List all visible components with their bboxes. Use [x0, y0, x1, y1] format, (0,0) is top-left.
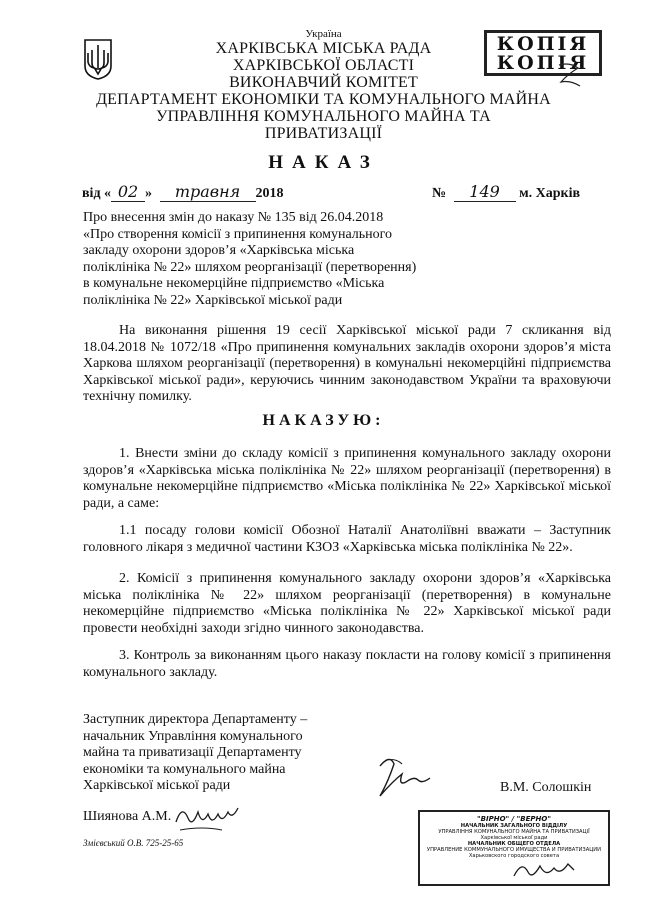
date-quote-close: »: [145, 186, 153, 201]
order-item-1-1: 1.1 посаду голови комісії Обозної Наталії Анатоліївні вважати – Заступник головного лікаря з медичної частини КЗОЗ «Харківська міська поліклініка № 22».: [83, 523, 611, 555]
signatory-position-line-1: Заступник директора Департаменту –: [83, 712, 308, 727]
preamble-paragraph: На виконання рішення 19 сесії Харківської міської ради 7 скликання від 18.04.2018 № 1072/18 «Про припинення комунальних закладів охорони здоров’я міста Харкова шляхом реорганізації (перетворення) в комунальні некомерційні підприємства Харківської міської ради», керуючись чинним законодавством України та враховуючи технічну помилку.: [83, 323, 611, 404]
country-label: Україна: [305, 28, 342, 40]
subject-line-6: поліклініка № 22» Харківської міської ради: [83, 292, 343, 308]
date-month: травня: [160, 182, 256, 202]
subject-line-3: закладу охорони здоров’я «Харківська міська: [83, 243, 355, 258]
stamp-line-2: НАЧАЛЬНИК ЗАГАЛЬНОГО ВІДДІЛУ: [460, 823, 568, 829]
stamp-line-3: УПРАВЛІННЯ КОМУНАЛЬНОГО МАЙНА ТА ПРИВАТИЗАЦІЇ: [438, 829, 590, 835]
date-day: 02: [111, 182, 145, 202]
letterhead-line-2: ХАРКІВСЬКОЇ ОБЛАСТІ: [232, 57, 415, 74]
signatory-position-line-4: економіки та комунального майна: [83, 761, 286, 777]
letterhead-line-6: ПРИВАТИЗАЦІЇ: [264, 125, 383, 142]
subject-line-4: поліклініка № 22» шляхом реорганізації (перетворення): [83, 259, 417, 275]
date-prefix: від «: [82, 186, 112, 201]
stamp-line-1: "ВІРНО" / "ВЕРНО": [477, 815, 551, 823]
director-signature: [372, 752, 438, 804]
order-subject: [83, 210, 463, 309]
order-heading: НАКАЗУЮ:: [262, 412, 385, 429]
order-item-3: 3. Контроль за виконанням цього наказу покласти на голову комісії з припинення комунального закладу.: [83, 648, 611, 680]
stamp-signature: [510, 856, 580, 886]
executor-info: Змієвський О.В. 725-25-65: [83, 838, 184, 848]
signatory-position: [83, 712, 363, 795]
stamp-line-4: Харківської міської ради: [480, 835, 548, 841]
document-title: НАКАЗ: [268, 152, 379, 173]
order-number-line: [432, 182, 580, 202]
copy-stamp-line-2: КОПІЯ: [496, 52, 590, 74]
stamp-line-7: Харьковского городского совета: [468, 853, 560, 859]
date-line: [82, 182, 284, 202]
city-label: м. Харків: [519, 186, 581, 201]
order-item-1: 1. Внести зміни до складу комісії з припинення комунального закладу охорони здоров’я «Харківська міська поліклініка № 22» шляхом реорганізації (перетворення) в комунальне некомерційне підприємство «Міська поліклініка № 22» Харківської міської ради, а саме:: [83, 446, 611, 511]
subject-line-2: «Про створення комісії з припинення комунального: [83, 226, 393, 242]
stamp-line-6: УПРАВЛЕНИЕ КОММУНАЛЬНОГО ИМУЩЕСТВА И ПРИВАТИЗАЦИИ: [426, 847, 602, 853]
subject-line-5: в комунальне некомерційне підприємство «Міська: [83, 276, 385, 291]
order-number-label: №: [432, 186, 447, 201]
stamp-line-5: НАЧАЛЬНИК ОБЩЕГО ОТДЕЛА: [467, 841, 561, 847]
letterhead-line-5: УПРАВЛІННЯ КОМУНАЛЬНОГО МАЙНА ТА: [156, 108, 491, 125]
subject-line-1: Про внесення змін до наказу № 135 від 26.04.2018: [83, 210, 384, 225]
letterhead-line-1: ХАРКІВСЬКА МІСЬКА РАДА: [215, 40, 432, 57]
signatory-position-line-3: майна та приватизації Департаменту: [83, 745, 302, 760]
visa-signature: [172, 800, 242, 836]
order-item-2: 2. Комісії з припинення комунального закладу охорони здоров’я «Харківська міська поліклініка № 22» шляхом реорганізації (перетворення) в комунальне некомерційне підприємство «Міська поліклініка № 22» Харківської міської ради провести необхідні заходи згідно чинного законодавства.: [83, 571, 611, 636]
date-year: 2018: [255, 186, 284, 201]
letterhead: [0, 28, 647, 142]
signatory-position-line-2: начальник Управління комунального: [83, 728, 303, 744]
signatory-position-line-5: Харківської міської ради: [83, 778, 231, 793]
visa-name: Шиянова А.М.: [83, 809, 172, 824]
order-number-value: 149: [454, 182, 516, 202]
signatory-name: В.М. Солошкін: [500, 780, 592, 795]
letterhead-line-4: ДЕПАРТАМЕНТ ЕКОНОМІКИ ТА КОМУНАЛЬНОГО МАЙНА: [96, 91, 551, 108]
copy-stamp-line-1: КОПІЯ: [496, 33, 590, 55]
letterhead-line-3: ВИКОНАВЧИЙ КОМІТЕТ: [229, 74, 418, 91]
